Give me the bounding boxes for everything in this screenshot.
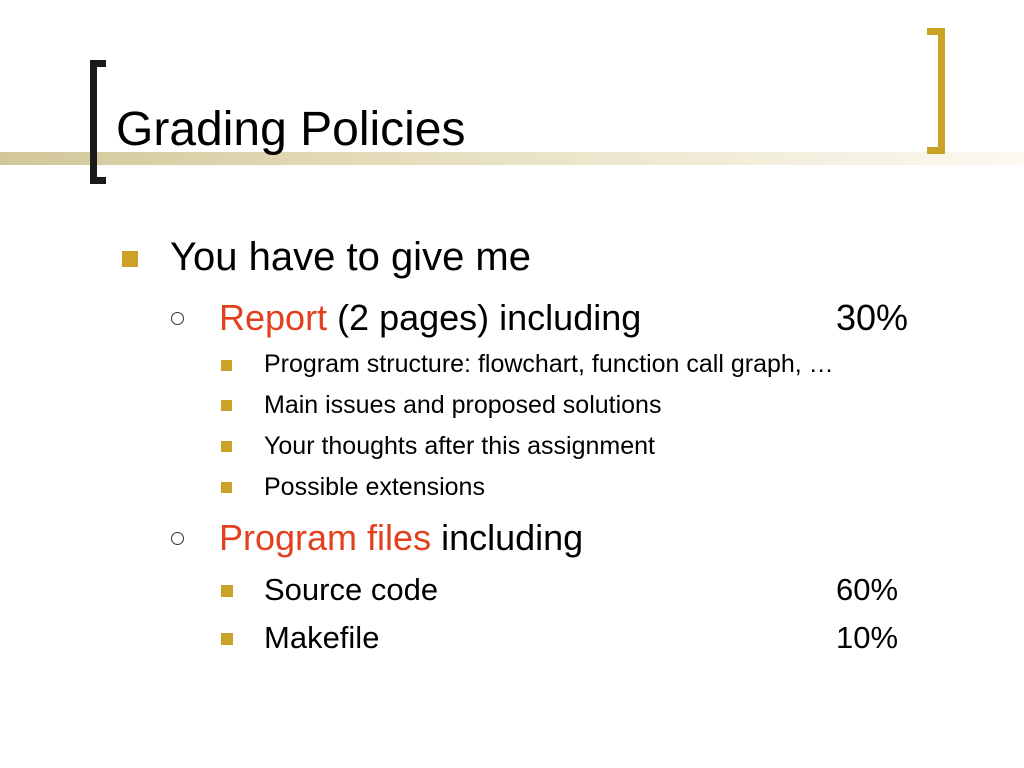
gold-square-icon [221,585,233,597]
report-percent: 30% [836,297,909,338]
gold-square-icon [221,400,232,411]
ring-icon [171,532,184,545]
gold-square-icon [221,441,232,452]
slide-title: Grading Policies [116,103,466,156]
report-line [219,296,641,340]
report-item: Program structure: flowchart, function call graph, … [264,350,834,378]
right-bracket-decoration [927,28,945,154]
program-file-item: Source code [264,572,439,607]
program-files-line [219,516,583,560]
report-item: Main issues and proposed solutions [264,391,662,419]
program-files-rest: including [431,517,584,558]
level1-text: You have to give me [170,235,531,279]
report-highlight: Report [219,297,328,338]
left-bracket-decoration [90,60,106,184]
ring-icon [171,312,184,325]
program-file-percent: 10% [836,620,899,655]
report-item: Possible extensions [264,473,485,501]
program-file-percent: 60% [836,572,899,607]
gold-square-icon [122,251,138,267]
program-file-item: Makefile [264,620,380,655]
gold-square-icon [221,633,233,645]
gold-square-icon [221,360,232,371]
report-item: Your thoughts after this assignment [264,432,655,460]
report-rest: (2 pages) including [327,297,642,338]
gold-square-icon [221,482,232,493]
program-files-highlight: Program files [219,517,432,558]
